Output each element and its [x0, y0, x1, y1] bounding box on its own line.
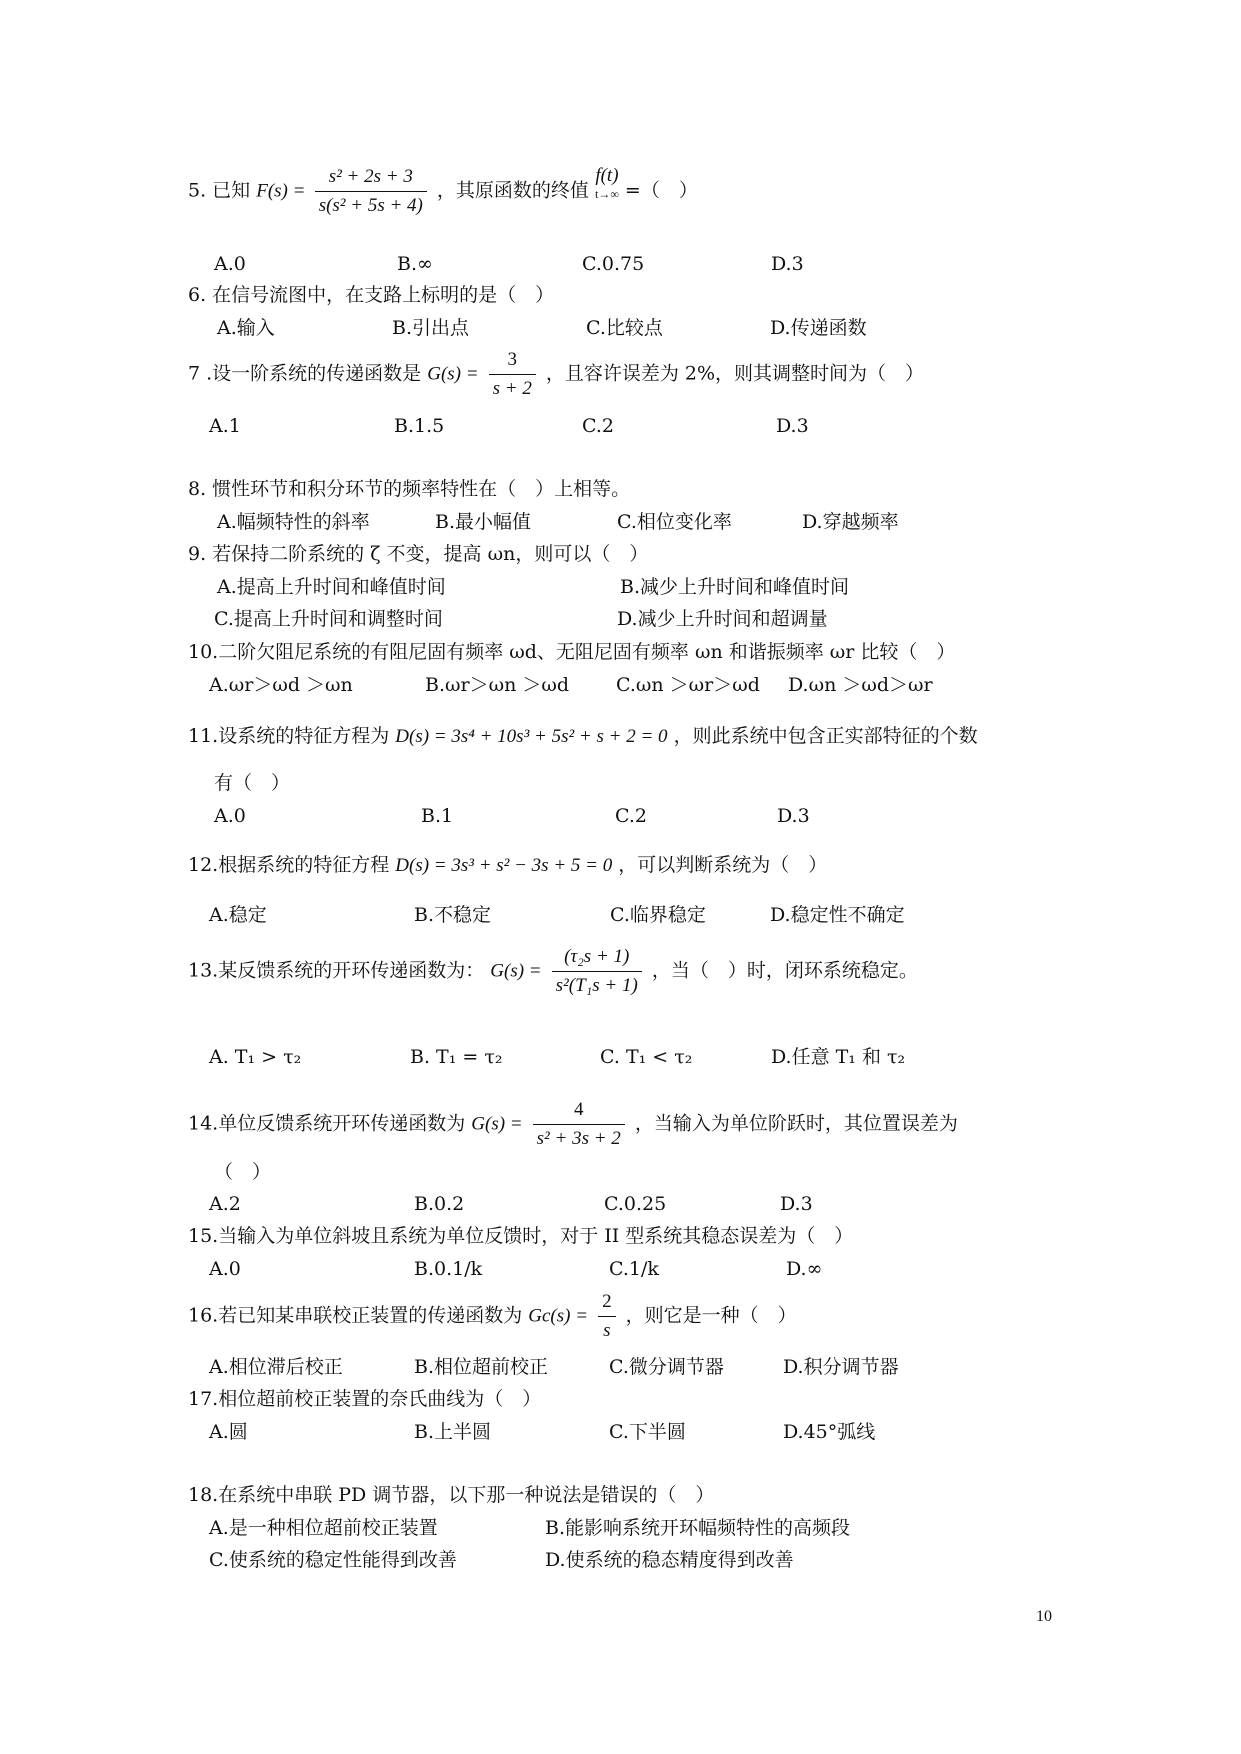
q16-option-a: A.相位滞后校正 [209, 1356, 343, 1378]
q6-option-a: A.输入 [217, 317, 275, 339]
question-11-tail: ，则此系统中包含正实部特征的个数 [673, 725, 978, 747]
question-5-fraction [315, 165, 427, 218]
q9-option-a: A.提高上升时间和峰值时间 [217, 576, 446, 598]
question-13-prefix: 13.某反馈系统的开环传递函数为： [188, 959, 485, 982]
question-7-numerator: 3 [489, 348, 536, 375]
q15-option-c: C.1/k [609, 1258, 659, 1280]
question-7-fraction [489, 348, 536, 401]
q9-option-c: C.提高上升时间和调整时间 [214, 608, 443, 630]
question-5-limit-sub: t→∞ [594, 187, 619, 201]
q12-option-b: B.不稳定 [414, 904, 492, 926]
q18-option-a: A.是一种相位超前校正装置 [209, 1517, 438, 1539]
q15-option-d: D.∞ [786, 1258, 823, 1280]
q7-option-b: B.1.5 [394, 415, 445, 437]
question-5-numerator: s² + 2s + 3 [315, 165, 427, 192]
q13-option-d: D.任意 T₁ 和 τ₂ [771, 1046, 906, 1068]
question-5-tail: =（ ） [624, 179, 698, 202]
q11-option-d: D.3 [777, 805, 810, 827]
question-13-lhs: G(s) = [490, 960, 542, 982]
question-5-limit [595, 165, 619, 201]
q12-option-c: C.临界稳定 [610, 904, 706, 926]
q18-option-b: B.能影响系统开环幅频特性的高频段 [545, 1517, 851, 1539]
question-11-equation: D(s) = 3s⁴ + 10s³ + 5s² + s + 2 = 0 [395, 726, 668, 747]
q7-option-a: A.1 [209, 415, 241, 437]
q13-option-c: C. T₁ < τ₂ [600, 1046, 693, 1068]
page-number: 10 [1036, 1608, 1052, 1625]
q6-option-d: D.传递函数 [770, 317, 867, 339]
q13-option-b: B. T₁ = τ₂ [410, 1046, 503, 1068]
question-16-denominator: s [603, 1320, 611, 1341]
q10-option-b: B.ωr＞ωn ＞ωd [425, 674, 570, 696]
question-16-numerator: 2 [598, 1290, 616, 1317]
question-8: 8. 惯性环节和积分环节的频率特性在（ ）上相等。 [188, 478, 631, 500]
question-16-lhs: Gc(s) = [528, 1305, 589, 1327]
q8-option-a: A.幅频特性的斜率 [217, 511, 370, 533]
question-5-prefix: 5. 已知 [188, 179, 251, 202]
q6-option-b: B.引出点 [392, 317, 470, 339]
question-16-tail: ，则它是一种（ ） [625, 1304, 797, 1327]
q9-option-d: D.减少上升时间和超调量 [617, 608, 828, 630]
question-11 [188, 724, 978, 749]
q11-option-c: C.2 [615, 805, 647, 827]
question-14-fraction [533, 1098, 625, 1151]
q12-option-d: D.稳定性不确定 [770, 904, 905, 926]
question-14-numerator: 4 [533, 1098, 625, 1125]
question-14-tail: ，当输入为单位阶跃时，其位置误差为 [634, 1112, 958, 1135]
q5-option-a: A.0 [214, 253, 246, 275]
question-12-tail: ，可以判断系统为（ ） [618, 854, 828, 876]
question-5-ft: f(t) [595, 165, 619, 186]
question-11-line2: 有（ ） [214, 772, 291, 794]
question-14-lhs: G(s) = [471, 1113, 523, 1135]
question-13 [188, 945, 918, 998]
question-5-mid: ，其原函数的终值 [436, 179, 589, 202]
question-7-tail: ，且容许误差为 2%，则其调整时间为（ ） [545, 362, 925, 385]
q5-option-d: D.3 [771, 253, 804, 275]
q18-option-c: C.使系统的稳定性能得到改善 [209, 1549, 457, 1571]
q14-option-b: B.0.2 [414, 1193, 465, 1215]
q5-option-c: C.0.75 [582, 253, 645, 275]
question-7 [188, 348, 924, 401]
q13-option-a: A. T₁ > τ₂ [209, 1046, 302, 1068]
question-9: 9. 若保持二阶系统的 ζ 不变，提高 ωn，则可以（ ） [188, 543, 649, 565]
q15-option-b: B.0.1/k [414, 1258, 483, 1280]
question-7-denominator: s + 2 [492, 378, 532, 399]
q7-option-c: C.2 [582, 415, 614, 437]
question-14-line2: （ ） [214, 1161, 272, 1183]
q8-option-b: B.最小幅值 [435, 511, 532, 533]
q14-option-c: C.0.25 [604, 1193, 667, 1215]
q10-option-d: D.ωn ＞ωd＞ωr [788, 674, 933, 696]
question-14 [188, 1098, 958, 1151]
question-12-prefix: 12.根据系统的特征方程 [188, 854, 390, 876]
question-14-denominator: s² + 3s + 2 [536, 1128, 621, 1149]
question-11-prefix: 11.设系统的特征方程为 [188, 725, 390, 747]
question-5-lhs: F(s) [256, 180, 288, 202]
question-7-prefix: 7 .设一阶系统的传递函数是 [188, 362, 422, 385]
question-5-eq: = [293, 180, 305, 202]
question-17: 17.相位超前校正装置的奈氏曲线为（ ） [188, 1388, 542, 1410]
question-13-fraction [552, 945, 642, 998]
question-16-fraction [598, 1290, 616, 1343]
question-5-denominator: s(s² + 5s + 4) [318, 195, 423, 216]
q17-option-d: D.45°弧线 [783, 1421, 876, 1443]
q10-option-c: C.ωn ＞ωr＞ωd [616, 674, 760, 696]
question-6: 6. 在信号流图中，在支路上标明的是（ ） [188, 284, 555, 306]
question-13-tail: ，当（ ）时，闭环系统稳定。 [651, 959, 918, 982]
q17-option-b: B.上半圆 [414, 1421, 492, 1443]
question-16 [188, 1290, 797, 1343]
question-5 [188, 165, 698, 218]
q18-option-d: D.使系统的稳态精度得到改善 [545, 1549, 794, 1571]
question-7-lhs: G(s) = [427, 363, 479, 385]
q14-option-a: A.2 [209, 1193, 241, 1215]
q17-option-c: C.下半圆 [609, 1421, 686, 1443]
question-12-equation: D(s) = 3s³ + s² − 3s + 5 = 0 [395, 855, 613, 876]
q16-option-c: C.微分调节器 [609, 1356, 724, 1378]
question-18: 18.在系统中串联 PD 调节器，以下那一种说法是错误的（ ） [188, 1484, 715, 1506]
question-10: 10.二阶欠阻尼系统的有阻尼固有频率 ωd、无阻尼固有频率 ωn 和谐振频率 ωr 比较（ ） [188, 641, 956, 663]
q16-option-b: B.相位超前校正 [414, 1356, 549, 1378]
q8-option-c: C.相位变化率 [617, 511, 732, 533]
q7-option-d: D.3 [776, 415, 809, 437]
q8-option-d: D.穿越频率 [802, 511, 899, 533]
q11-option-b: B.1 [421, 805, 454, 827]
question-16-prefix: 16.若已知某串联校正装置的传递函数为 [188, 1304, 523, 1327]
question-12 [188, 853, 827, 878]
question-15: 15.当输入为单位斜坡且系统为单位反馈时，对于 II 型系统其稳态误差为（ ） [188, 1225, 854, 1247]
q11-option-a: A.0 [214, 805, 246, 827]
question-14-prefix: 14.单位反馈系统开环传递函数为 [188, 1112, 466, 1135]
q14-option-d: D.3 [780, 1193, 813, 1215]
q9-option-b: B.减少上升时间和峰值时间 [620, 576, 850, 598]
q6-option-c: C.比较点 [586, 317, 663, 339]
q16-option-d: D.积分调节器 [783, 1356, 899, 1378]
question-13-numerator: (τ₂s + 1) [552, 945, 642, 972]
q10-option-a: A.ωr＞ωd ＞ωn [209, 674, 353, 696]
q12-option-a: A.稳定 [209, 904, 267, 926]
q15-option-a: A.0 [209, 1258, 241, 1280]
q17-option-a: A.圆 [209, 1421, 248, 1443]
question-13-denominator: s²(T₁s + 1) [555, 975, 638, 996]
q5-option-b: B.∞ [397, 253, 433, 275]
